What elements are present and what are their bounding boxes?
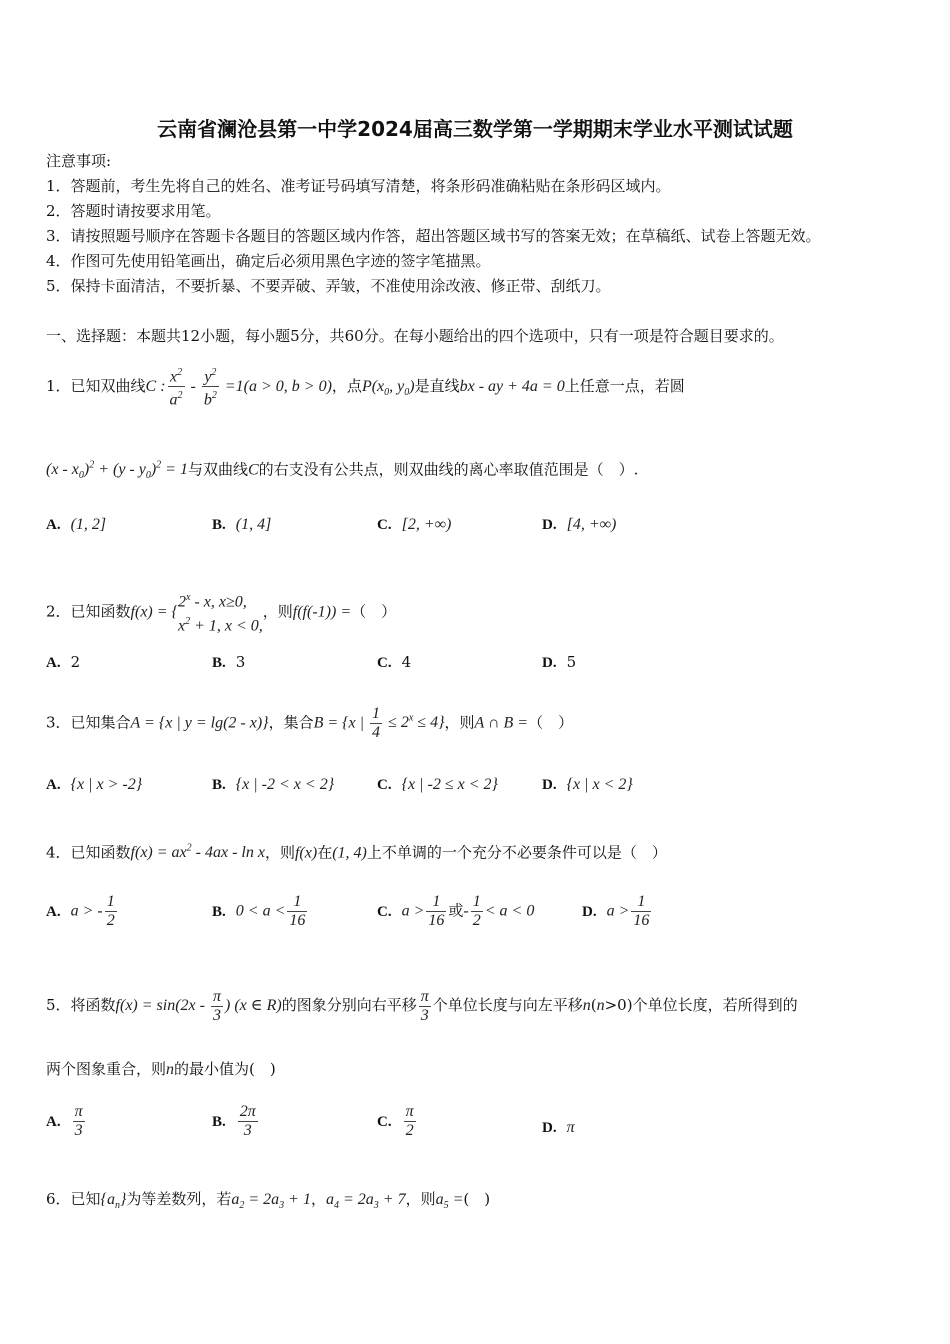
option-d[interactable]: D. {x | x < 2} xyxy=(542,776,633,793)
option-b[interactable]: B. 0 < a < $\frac{1}{16}$ xyxy=(212,893,306,929)
notice-item: 4．作图可先使用铅笔画出，确定后必须用黑色字迹的签字笔描黑。 xyxy=(46,252,491,270)
option-c[interactable]: C. [2, +∞) xyxy=(377,516,452,533)
section-heading: 一、选择题：本题共12小题，每小题5分，共60分。在每小题给出的四个选项中，只有一项是符合题目要求的。 xyxy=(46,327,784,345)
notice-item: 3．请按照题号顺序在答题卡各题目的答题区域内作答，超出答题区域书写的答案无效；在草稿纸、试卷上答题无效。 xyxy=(46,227,821,245)
option-d[interactable]: D. a > $\frac{1}{16}$ xyxy=(582,893,650,929)
option-a[interactable]: A. (1, 2] xyxy=(46,516,107,533)
option-b[interactable]: B. {x | -2 < x < 2} xyxy=(212,776,335,793)
question-1-line-1: 1．已知双曲线C : $\frac{x^2}{a^2}$ - $\frac{y^2}{b^2}$ =1(a > 0, b > 0)，点$P(x_0$, $y_0$)是直线bx - ay + 4a = 0上任意一点，若圆 xyxy=(46,364,685,410)
option-d[interactable]: D. π xyxy=(542,1119,575,1136)
question-2: 2．已知函数f(x) = { 2$^x$ - x, x≥0, $x^2 + 1$, x < 0, ，则f(f(-1)) =（ ） xyxy=(46,592,397,635)
option-c[interactable]: C. 4 xyxy=(377,653,412,671)
exam-title: 云南省澜沧县第一中学2024届高三数学第一学期期末学业水平测试试题 xyxy=(157,117,793,141)
question-6: 6．已知$\{a_n\}$为等差数列，若$a_2 = 2a_3 + 1$，$a_4 = 2a_3 + 7$，则$a_5$ =( ) xyxy=(46,1190,491,1212)
option-b[interactable]: B. $\frac{2\pi}{3}$ xyxy=(212,1103,256,1139)
notice-item: 2．答题时请按要求用笔。 xyxy=(46,202,221,220)
question-1-line-2: $(x - x_0)^2 + (y - y_0)^2 = 1$与双曲线C的右支没有公共点，则双曲线的离心率取值范围是（ ）. xyxy=(46,460,639,482)
option-a[interactable]: A. {x | x > -2} xyxy=(46,776,143,793)
notice-item: 1．答题前，考生先将自己的姓名、准考证号码填写清楚，将条形码准确粘贴在条形码区域内。 xyxy=(46,177,671,195)
option-c[interactable]: C. a > $\frac{1}{16}$ 或- $\frac{1}{2}$ < a < 0 xyxy=(377,893,535,929)
option-c[interactable]: C. $\frac{\pi}{2}$ xyxy=(377,1103,414,1139)
option-c[interactable]: C. {x | -2 ≤ x < 2} xyxy=(377,776,498,793)
question-5-line-2: 两个图象重合，则n的最小值为( ) xyxy=(46,1060,276,1078)
notice-heading: 注意事项: xyxy=(46,152,112,170)
question-4: 4．已知函数$f(x) = ax^2 - 4ax - \ln x$，则f(x)在(1, 4)上不单调的一个充分不必要条件可以是（ ） xyxy=(46,843,667,862)
notice-item: 5．保持卡面清洁，不要折暴、不要弄破、弄皱，不准使用涂改液、修正带、刮纸刀。 xyxy=(46,277,611,295)
option-b[interactable]: B. 3 xyxy=(212,653,246,671)
option-d[interactable]: D. 5 xyxy=(542,653,577,671)
option-b[interactable]: B. (1, 4] xyxy=(212,516,272,533)
question-5-line-1: 5．将函数f(x) = sin(2x - $\frac{\pi}{3}$ ) (x ∈ R)的图象分别向右平移 $\frac{\pi}{3}$ 个单位长度与向左平移n(n>0)个单位长度，若所得到的 xyxy=(46,987,798,1024)
option-a[interactable]: A. a > - $\frac{1}{2}$ xyxy=(46,893,115,929)
question-3: 3．已知集合A = {x | y = lg(2 - x)}，集合B = {x | $\frac{1}{4}$ ≤ $2^x \le 4$}，则A ∩ B =（ ） xyxy=(46,704,574,741)
option-a[interactable]: A. 2 xyxy=(46,653,81,671)
option-a[interactable]: A. $\frac{\pi}{3}$ xyxy=(46,1103,83,1139)
option-d[interactable]: D. [4, +∞) xyxy=(542,516,617,533)
